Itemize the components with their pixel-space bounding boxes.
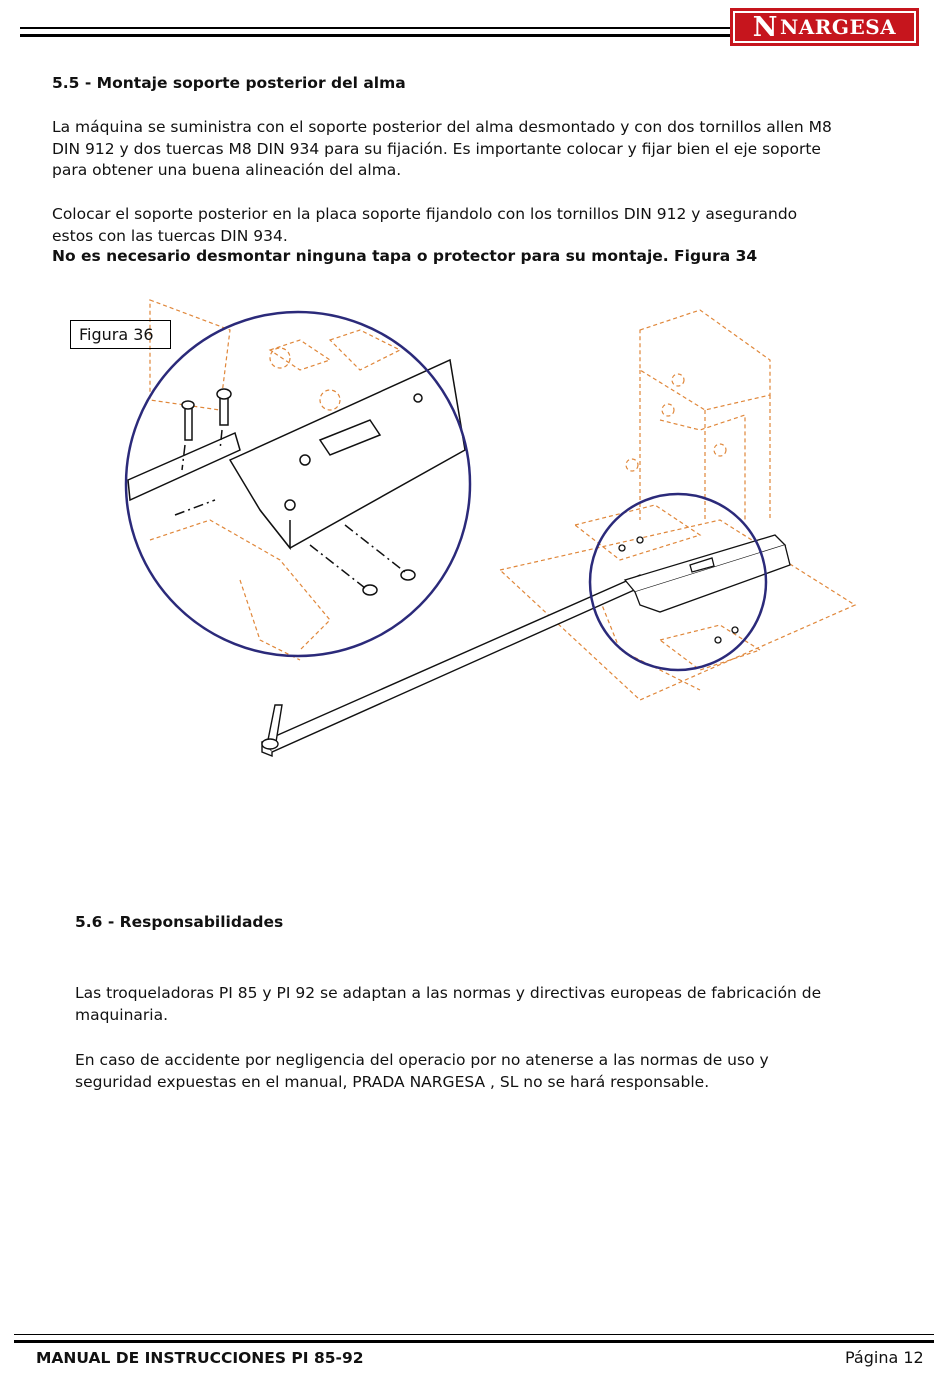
section-5-5-paragraph-1: [52, 117, 883, 182]
mounting-diagram: [0, 290, 950, 770]
footer-rule-thick: [14, 1340, 934, 1343]
text-line: Colocar el soporte posterior en la placa soporte fijandolo con los tornillos DIN 912 y asegurando: [52, 205, 798, 223]
text-line: En caso de accidente por negligencia del operacio por no atenerse a las normas de uso y: [75, 1051, 769, 1069]
text-line: Las troqueladoras PI 85 y PI 92 se adaptan a las normas y directivas europeas de fabricación de: [75, 984, 822, 1002]
text-line: maquinaria.: [75, 1005, 168, 1024]
footer-rule: [14, 1334, 934, 1335]
text-line: La máquina se suministra con el soporte posterior del alma desmontado y con dos tornillos allen M8: [52, 118, 832, 136]
section-5-5-title: 5.5 - Montaje soporte posterior del alma: [52, 74, 406, 92]
section-5-5-paragraph-2: [52, 204, 883, 247]
section-5-6-paragraph-1: [75, 983, 904, 1026]
logo-text: NARGESA: [779, 15, 897, 39]
magnified-support: [128, 360, 465, 595]
small-support: [619, 535, 790, 643]
header-rule-thick: [20, 34, 732, 37]
text-line: seguridad expuestas en el manual, PRADA NARGESA , SL no se hará responsable.: [75, 1072, 710, 1091]
text-line: para obtener una buena alineación del alma.: [52, 161, 402, 179]
section-5-6-paragraph-2: [75, 1050, 904, 1093]
manual-title: MANUAL DE INSTRUCCIONES PI 85-92: [36, 1349, 364, 1367]
section-5-5-note: No es necesario desmontar ninguna tapa o protector para su montaje. Figura 34: [52, 247, 758, 265]
section-5-6-title: 5.6 - Responsabilidades: [75, 913, 284, 931]
text-line: estos con las tuercas DIN 934.: [52, 226, 288, 245]
nargesa-logo: [731, 9, 918, 45]
figure-label: Figura 36: [70, 320, 171, 349]
logo-initial: N: [752, 11, 778, 43]
text-line: DIN 912 y dos tuercas M8 DIN 934 para su fijación. Es importante colocar y fijar bien el eje soporte: [52, 139, 821, 158]
page-number: Página 12: [845, 1348, 924, 1367]
header-rule: [20, 27, 732, 29]
